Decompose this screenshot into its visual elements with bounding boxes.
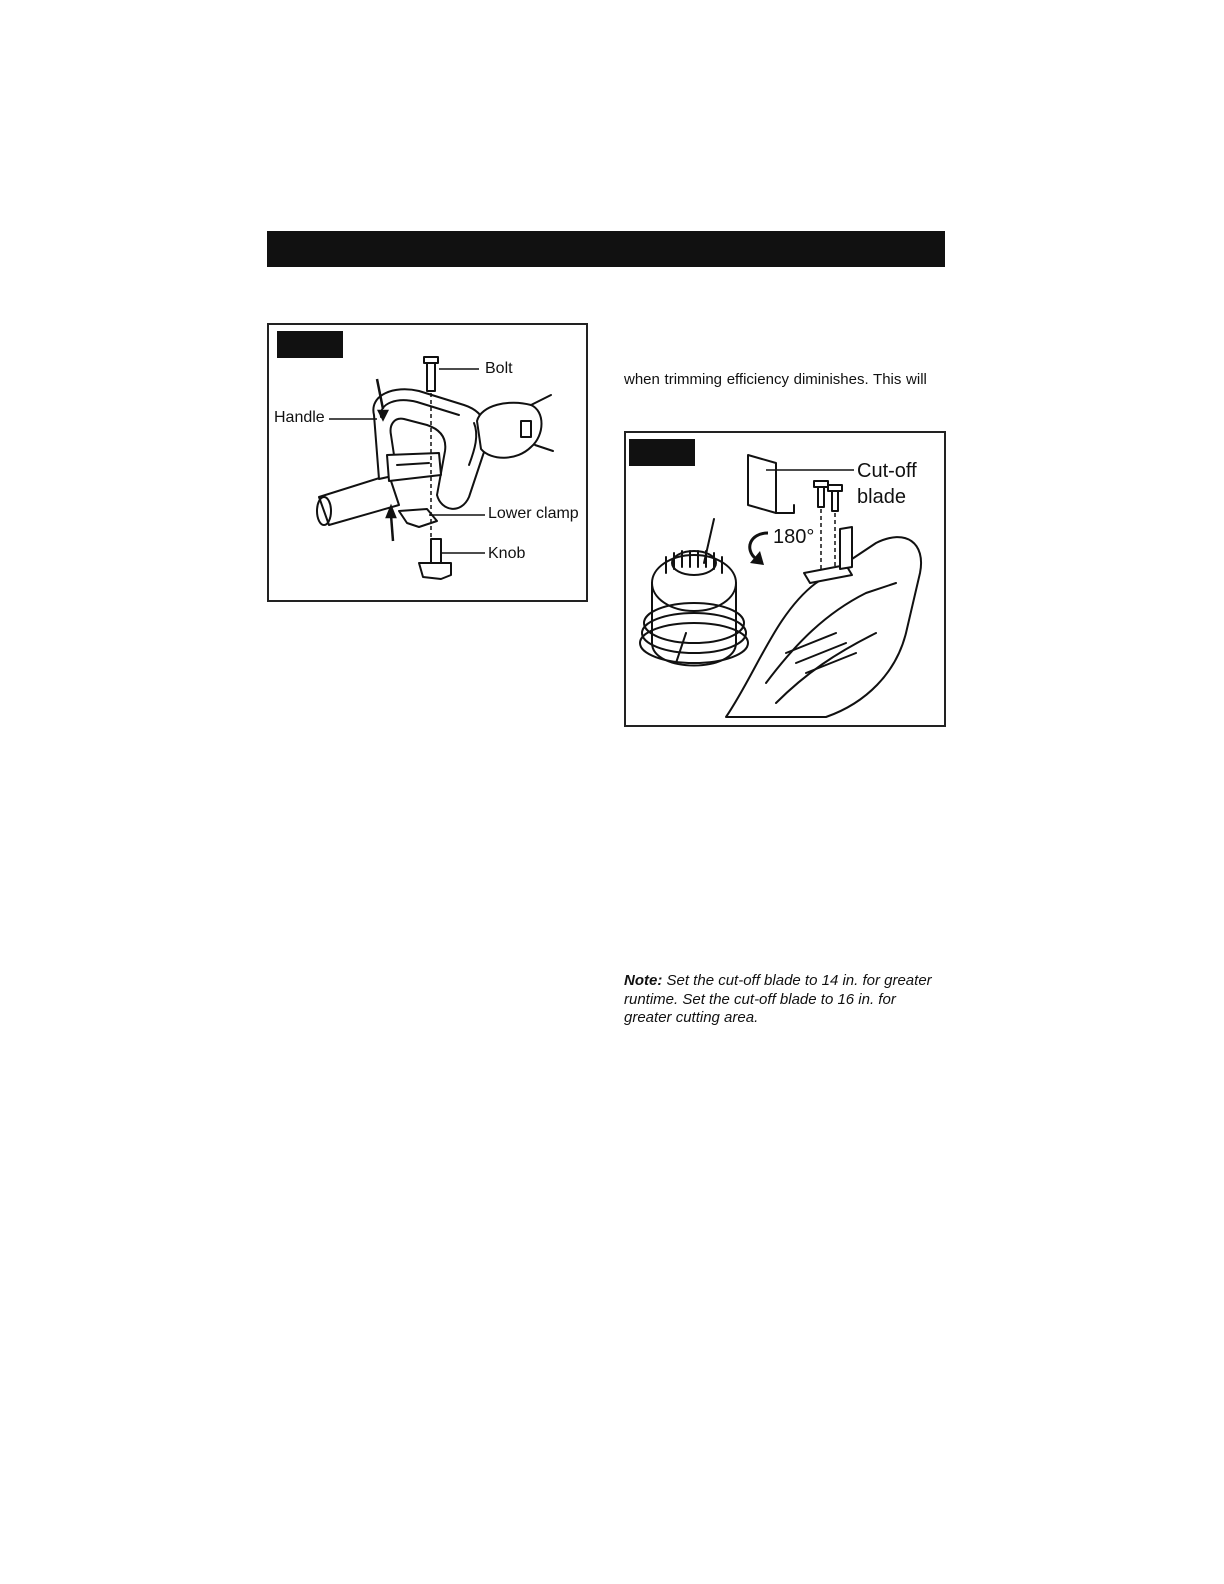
rotation-label: 180° [773,526,815,548]
cutoff-blade-figure [624,431,946,727]
note-text: Set the cut-off blade to 14 in. for greater runtime. Set the cut-off blade to 16 in. for greater cutting area. [624,972,932,1026]
section-header-bar [267,231,945,267]
lower-clamp-label: Lower clamp [488,505,579,522]
cutoff-blade-label-line2: blade [857,486,906,508]
body-text-line: when trimming efficiency diminishes. This will [624,371,927,388]
knob-label: Knob [488,545,526,562]
cutoff-blade-label-line1: Cut-off [857,460,917,482]
handle-label: Handle [274,409,325,426]
handle-assembly-figure [267,323,588,602]
note-label: Note: [624,972,663,989]
note-paragraph [624,972,944,1028]
bolt-label: Bolt [485,360,513,377]
handle-assembly-illustration [269,325,590,604]
